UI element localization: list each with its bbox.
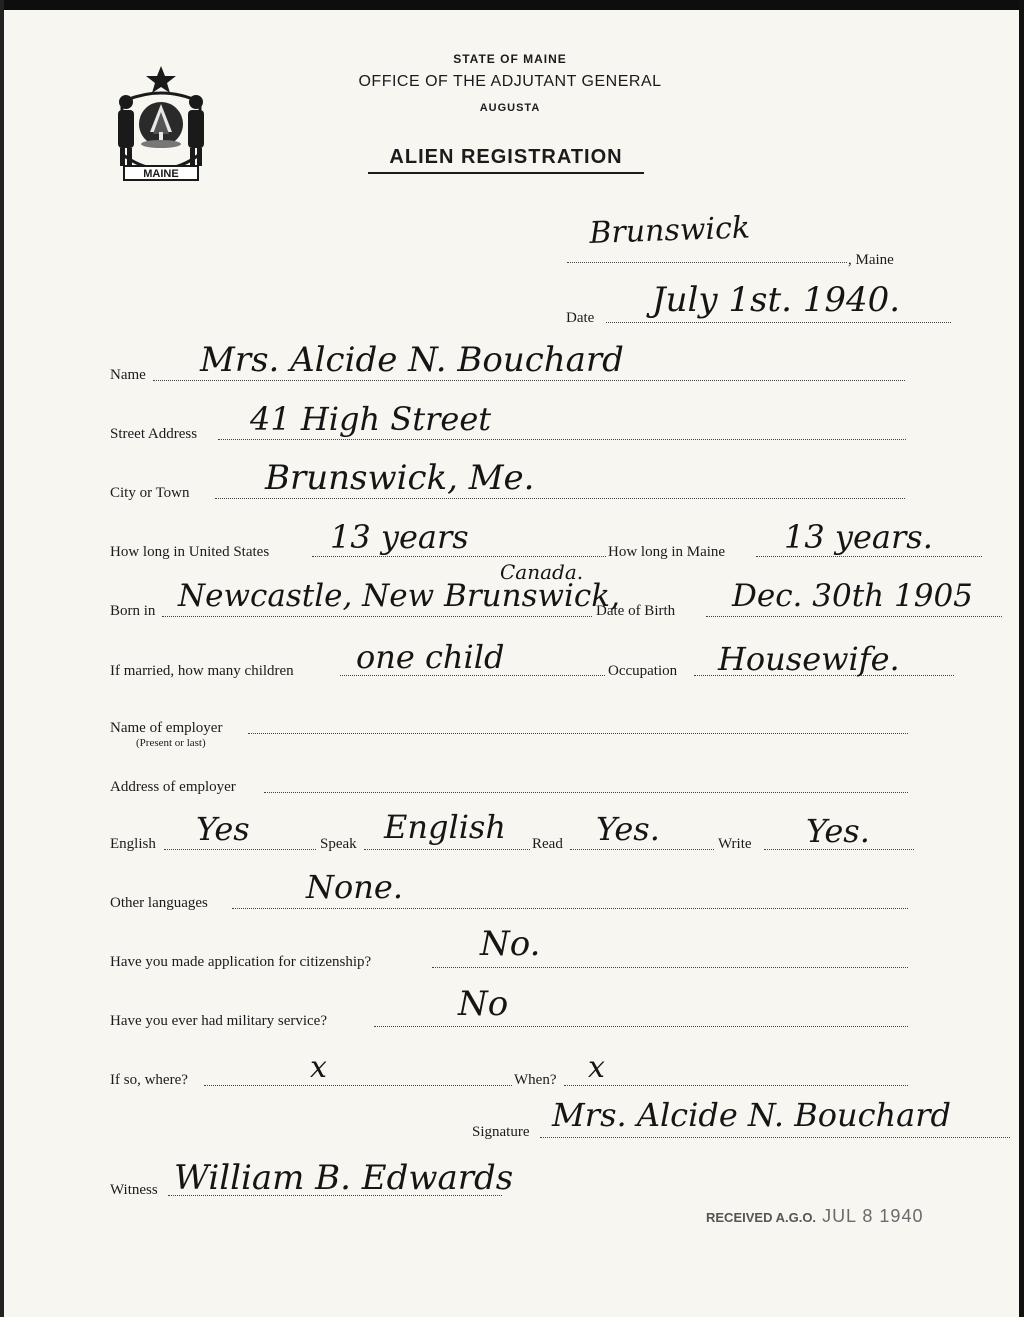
- other-languages-line: [232, 908, 908, 909]
- write-label: Write: [718, 836, 752, 852]
- write-entry: Yes.: [806, 812, 870, 850]
- born-in-label: Born in: [110, 603, 156, 619]
- date-entry: July 1st. 1940.: [652, 280, 901, 320]
- speak-entry: English: [384, 808, 506, 846]
- header-state: STATE OF MAINE: [453, 52, 567, 66]
- city-entry: Brunswick, Me.: [265, 458, 535, 498]
- received-stamp: [706, 1206, 923, 1227]
- city-label: City or Town: [110, 485, 190, 501]
- date-of-birth-label: Date of Birth: [596, 603, 676, 619]
- read-entry: Yes.: [596, 810, 660, 848]
- where-label: If so, where?: [110, 1072, 188, 1088]
- scan-edge-left: [0, 0, 4, 1317]
- witness-entry: William B. Edwards: [174, 1158, 514, 1198]
- street-entry: 41 High Street: [250, 400, 492, 438]
- children-label: If married, how many children: [110, 663, 294, 679]
- english-entry: Yes: [196, 810, 250, 848]
- city-line: [215, 498, 905, 499]
- where-entry: x: [310, 1050, 327, 1085]
- employer-label: Name of employer: [110, 720, 223, 736]
- street-label: Street Address: [110, 426, 198, 442]
- received-stamp-label: RECEIVED A.G.O.: [706, 1210, 817, 1225]
- other-languages-label: Other languages: [110, 895, 208, 911]
- maine-state-seal: [108, 62, 214, 186]
- witness-label: Witness: [110, 1182, 158, 1198]
- seal-text: MAINE: [143, 168, 179, 180]
- when-entry: x: [588, 1050, 605, 1085]
- military-line: [374, 1026, 908, 1027]
- speak-line: [364, 849, 530, 850]
- signature-label: Signature: [472, 1124, 530, 1140]
- name-line: [153, 380, 905, 381]
- header-office: OFFICE OF THE ADJUTANT GENERAL: [358, 73, 662, 90]
- citizenship-line: [432, 967, 908, 968]
- when-label: When?: [514, 1072, 557, 1088]
- children-entry: one child: [356, 638, 505, 676]
- born-in-line: [162, 616, 592, 617]
- received-stamp-date: JUL 8 1940: [822, 1206, 924, 1226]
- occupation-entry: Housewife.: [718, 640, 900, 678]
- name-label: Name: [110, 367, 146, 383]
- speak-label: Speak: [320, 836, 357, 852]
- citizenship-label: Have you made application for citizenship?: [110, 954, 372, 970]
- name-entry: Mrs. Alcide N. Bouchard: [200, 340, 624, 380]
- header-city: AUGUSTA: [479, 102, 541, 114]
- english-label: English: [110, 836, 156, 852]
- other-languages-entry: None.: [306, 868, 403, 906]
- read-line: [570, 849, 714, 850]
- date-line: [606, 322, 951, 323]
- how-long-us-entry: 13 years: [330, 518, 469, 556]
- scan-edge-top: [0, 0, 1024, 10]
- how-long-us-line: [312, 556, 606, 557]
- employer-address-label: Address of employer: [110, 779, 236, 795]
- where-line: [204, 1085, 512, 1086]
- how-long-maine-line: [756, 556, 982, 557]
- seal-icon: [108, 62, 214, 186]
- town-entry: Brunswick: [588, 210, 751, 251]
- employer-address-line: [264, 792, 908, 793]
- maine-suffix: , Maine: [848, 252, 894, 268]
- town-line: [567, 262, 847, 263]
- military-label: Have you ever had military service?: [110, 1013, 327, 1029]
- how-long-maine-label: How long in Maine: [608, 544, 726, 560]
- citizenship-entry: No.: [480, 924, 541, 964]
- employer-line: [248, 733, 908, 734]
- born-in-note: Canada.: [500, 560, 584, 584]
- occupation-label: Occupation: [608, 663, 678, 679]
- date-label: Date: [566, 310, 595, 326]
- how-long-maine-entry: 13 years.: [784, 518, 933, 556]
- read-label: Read: [532, 836, 563, 852]
- date-of-birth-entry: Dec. 30th 1905: [732, 578, 973, 614]
- date-of-birth-line: [706, 616, 1002, 617]
- employer-sublabel: (Present or last): [136, 737, 206, 749]
- scan-edge-right: [1019, 0, 1024, 1317]
- how-long-us-label: How long in United States: [110, 544, 270, 560]
- born-in-entry: Newcastle, New Brunswick,: [178, 578, 620, 614]
- form-title: ALIEN REGISTRATION: [368, 146, 644, 174]
- signature-line: [540, 1137, 1010, 1138]
- english-line: [164, 849, 316, 850]
- street-line: [218, 439, 906, 440]
- signature-entry: Mrs. Alcide N. Bouchard: [552, 1096, 951, 1134]
- military-entry: No: [458, 984, 509, 1024]
- when-line: [564, 1085, 908, 1086]
